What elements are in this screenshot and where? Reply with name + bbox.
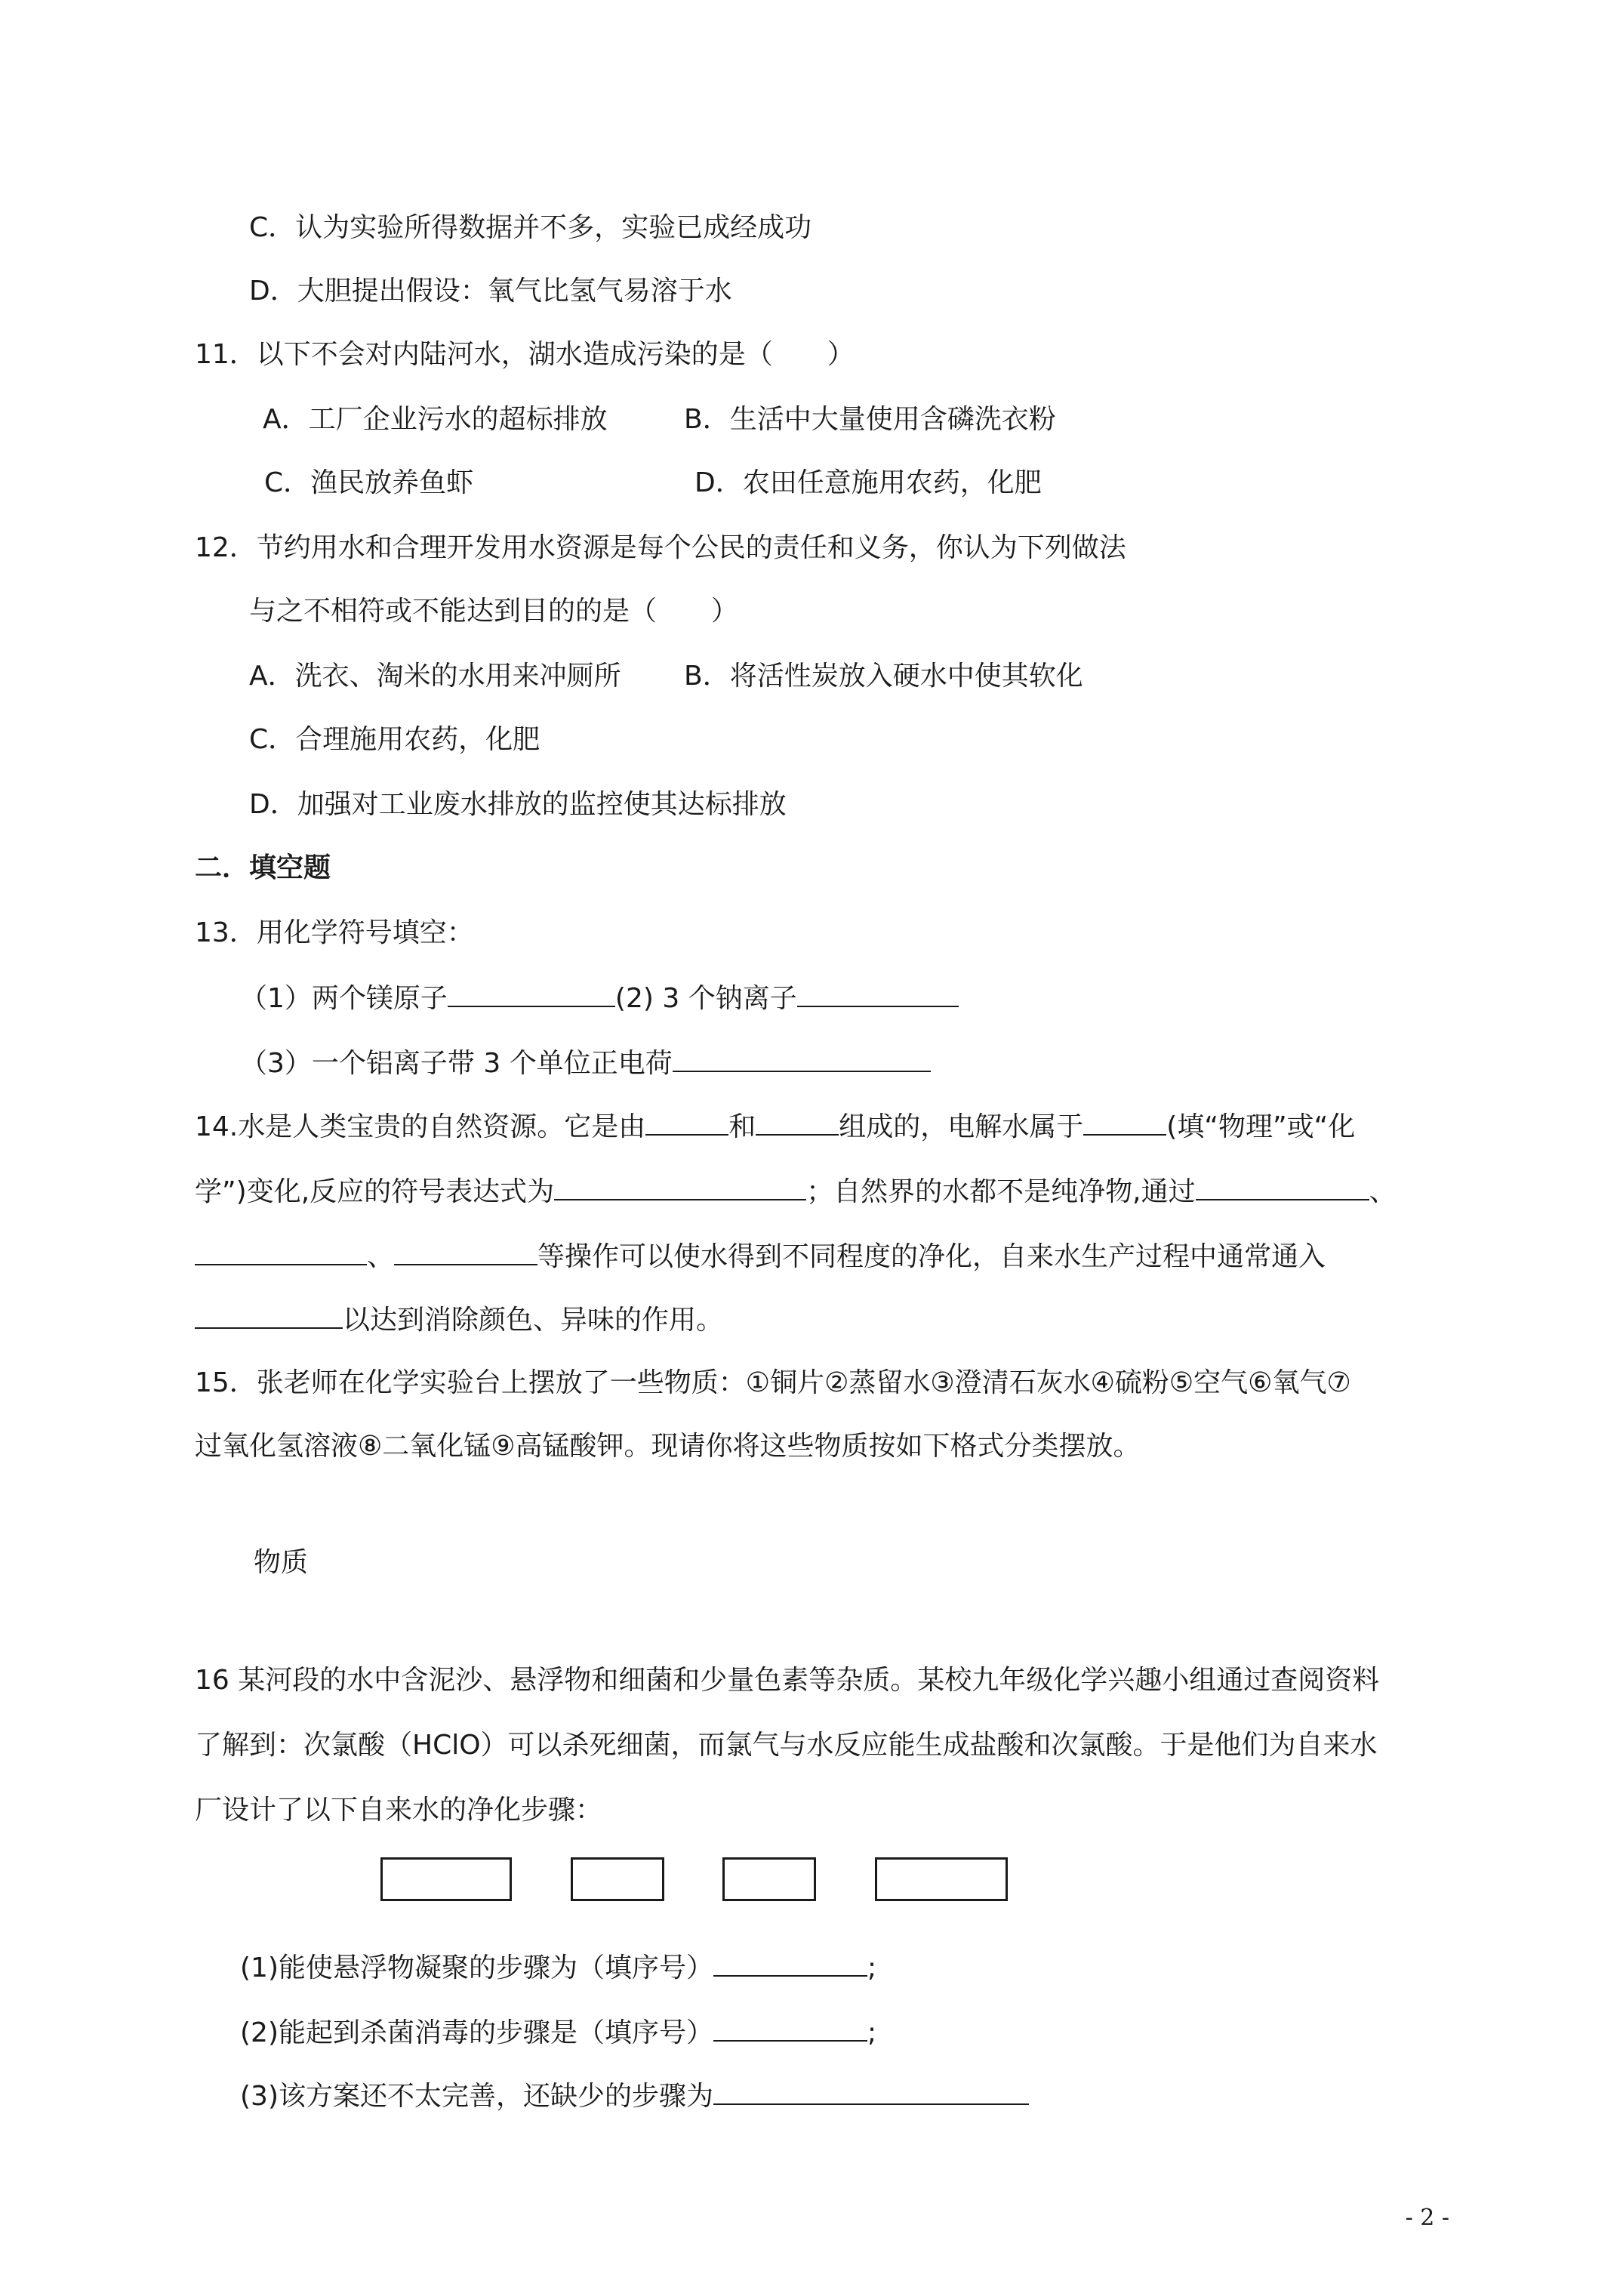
q16-part3-blank[interactable] [713,2078,1029,2105]
q16-part2-blank[interactable] [713,2014,867,2042]
q16-line1: 16 某河段的水中含泥沙、悬浮物和细菌和少量色素等杂质。某校九年级化学兴趣小组通过查阅资料 [195,1665,1380,1696]
q14-text-2a: 学”)变化,反应的符号表达式为 [195,1176,555,1207]
step-box-2[interactable] [571,1857,664,1901]
q13-part1-label: （1）两个镁原子 [240,983,448,1014]
q14-text-1b: 和 [728,1111,756,1142]
q16-part3-label: (3)该方案还不太完善，还缺少的步骤为 [240,2081,713,2112]
q11-option-d: D．农田任意施用农药，化肥 [694,467,1042,498]
q15-diagram-label: 物质 [254,1547,309,1578]
q10-option-c: C．认为实验所得数据并不多，实验已成经成功 [249,212,812,243]
q14-text-1d: (填“物理”或“化 [1166,1111,1356,1142]
q16-part3-line [240,2078,1029,2113]
q11-stem: 11．以下不会对内陆河水，湖水造成污染的是（ ） [195,339,855,370]
q16-part2-line [240,2014,876,2050]
q14-text-3a: 、 [367,1241,395,1272]
q15-line1: 15．张老师在化学实验台上摆放了一些物质：①铜片②蒸留水③澄清石灰水④硫粉⑤空气⑥氧气⑦ [195,1367,1351,1398]
q14-text-1c: 组成的，电解水属于 [839,1111,1084,1142]
q16-part2-end: ; [867,2017,877,2048]
q12-option-c: C．合理施用农药，化肥 [249,724,540,755]
q12-option-b: B．将活性炭放入硬水中使其软化 [684,661,1083,692]
q14-text-4a: 以达到消除颜色、异味的作用。 [343,1305,724,1336]
section-title: 二．填空题 [195,852,331,883]
q16-part1-label: (1)能使悬浮物凝聚的步骤为（填序号） [240,1952,713,1983]
q10-option-d: D．大胆提出假设：氧气比氢气易溶于水 [249,276,732,307]
step-box-4[interactable] [875,1857,1008,1901]
q14-line1 [195,1108,1355,1144]
q14-text-2b: ；自然界的水都不是纯净物,通过 [806,1176,1196,1207]
step-box-3[interactable] [722,1857,816,1901]
q14-blank-8[interactable] [195,1302,343,1329]
q12-stem-line2: 与之不相符或不能达到目的的是（ ） [249,596,739,627]
q13-part1-blank[interactable] [448,980,615,1007]
q16-line3: 厂设计了以下自来水的净化步骤： [195,1795,603,1826]
q13-part1-line [240,980,959,1015]
q14-text-1a: 14.水是人类宝贵的自然资源。它是由 [195,1111,646,1142]
q14-blank-7[interactable] [394,1238,537,1265]
q14-blank-6[interactable] [195,1238,367,1265]
q15-line2: 过氧化氢溶液⑧二氧化锰⑨高锰酸钾。现请你将这些物质按如下格式分类摆放。 [195,1431,1141,1462]
q14-line4 [195,1302,723,1337]
q13-part3-blank[interactable] [673,1045,931,1072]
q12-option-d: D．加强对工业废水排放的监控使其达标排放 [249,789,787,820]
q13-part3-line [240,1045,931,1080]
q14-blank-4[interactable] [554,1173,806,1200]
q13-part2-blank[interactable] [797,980,959,1007]
page-number: - 2 - [1405,2205,1449,2231]
step-box-1[interactable] [380,1857,512,1901]
q16-line2: 了解到：次氯酸（HClO）可以杀死细菌，而氯气与水反应能生成盐酸和次氯酸。于是他们为自来水 [195,1730,1378,1761]
q13-part3-label: （3）一个铝离子带 3 个单位正电荷 [240,1048,673,1079]
q11-option-c: C．渔民放养鱼虾 [264,467,474,498]
q11-option-b: B．生活中大量使用含磷洗衣粉 [684,404,1056,435]
q12-stem-line1: 12．节约用水和合理开发用水资源是每个公民的责任和义务，你认为下列做法 [195,532,1126,563]
q14-blank-2[interactable] [756,1108,839,1136]
q16-part2-label: (2)能起到杀菌消毒的步骤是（填序号） [240,2017,713,2048]
q14-blank-5[interactable] [1196,1173,1369,1200]
q14-line3 [195,1238,1326,1274]
q14-line2 [195,1173,1397,1209]
q14-text-2c: 、 [1369,1176,1397,1207]
q14-blank-3[interactable] [1083,1108,1166,1136]
q13-stem: 13．用化学符号填空： [195,917,474,948]
q13-part2-label: (2) 3 个钠离子 [614,983,797,1014]
q16-part1-line [240,1949,876,1985]
q16-part1-blank[interactable] [713,1949,867,1977]
q11-option-a: A．工厂企业污水的超标排放 [263,404,608,435]
q12-option-a: A．洗衣、淘米的水用来冲厕所 [249,661,621,692]
q14-blank-1[interactable] [645,1108,728,1136]
q14-text-3b: 等操作可以使水得到不同程度的净化，自来水生产过程中通常通入 [537,1241,1326,1272]
q16-part1-end: ; [867,1952,877,1983]
